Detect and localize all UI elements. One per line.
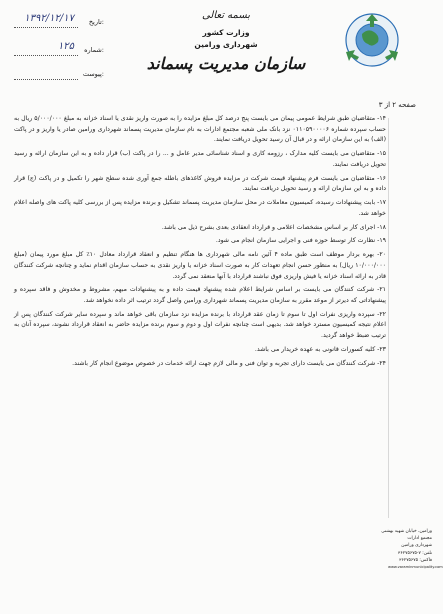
contact-sidebar (381, 528, 443, 571)
attachment-field (14, 68, 104, 80)
clause-20: ۲۰- بهره بردار موظف است طبق ماده ۴ آئین نامه مالی شهرداری ها هنگام تنظیم و انعقاد قرارداد معادل ۱۰٪ کل مبلغ مورد پیمان (مبلغ ۱۰/۰۰۰/۰۰۰ ریال) به منظور حسن انجام تعهدات کار به صورت اسناد خزانه یا واریز نقدی به حساب سازمان اقدام نماید و چنانچه شرکت کنندگان قادر به ارائه اسناد خزانه یا فیش واریزی فوق نباشند قرارداد با آنها منعقد نمی گردد. (14, 251, 386, 280)
letter-body (14, 114, 386, 373)
number-label: شماره: (84, 46, 104, 54)
date-field (14, 13, 104, 28)
recycling-globe-logo (336, 8, 408, 72)
clause-23: ۲۳- کلیه کسورات قانونی به عهده خریدار می باشد. (254, 345, 386, 353)
number-line (14, 55, 78, 56)
date-value: ۱۳۹۲/۱۲/۱۷ (24, 13, 74, 24)
organization-title: سازمان مدیریت پسماند (146, 54, 306, 73)
clause-14: ۱۴- متقاضیان طبق شرایط عمومی پیمان می بایست پنج درصد کل مبلغ مزایده را به صورت واریز نقدی یا اسناد خزانه به مبلغ ۵/۰۰۰/۰۰۰ ریال به حساب سپرده شماره ۰۱۱۰۵۹۰۰۰۰۶ نزد بانک ملی شعبه مجتمع ادارات به نام سازمان مدیریت پسماند شهرداری ورامین صادر یا واریز و در پاکت (الف) به این سازمان ارائه و در قبال آن رسید تحویل دریافت نمایند. (14, 115, 387, 144)
attachment-line (14, 79, 78, 80)
number-value: ۱۲۵ (57, 41, 74, 52)
clause-16: ۱۶- متقاضیان می بایست فرم پیشنهاد قیمت شرکت در مزایده فروش کاغذهای باطله جمع آوری شده سطح شهر را تکمیل و در پاکت (ج) قرار داده و به این سازمان ارائه و رسید تحویل دریافت نمایند. (14, 174, 386, 193)
phone-number: تلفن: ۷-۳۶۲۷۵۶۷۵ (398, 550, 432, 556)
date-label: تاریخ: (88, 18, 104, 26)
clause-19: ۱۹- نظارت کار توسط حوزه فنی و اجرایی سازمان انجام می شود. (215, 237, 386, 245)
address-line-2: مجتمع ادارات (407, 536, 432, 542)
website-link[interactable]: www.varaminmunicipality.com (388, 565, 443, 570)
clause-17: ۱۷- بابت پیشنهادات رسیده، کمیسیون معاملات در محل سازمان مدیریت پسماند تشکیل و برنده مزایده پس از بررسی کلیه پاکت های واصله اعلام خواهد شد. (14, 199, 386, 217)
fax-number: فاکس: ۳۶۲۷۵۶۷۵ (399, 557, 432, 563)
number-field (14, 41, 104, 56)
margin-rule (388, 118, 389, 518)
clause-18: ۱۸- اجرای کار بر اساس مشخصات اعلامی و قرارداد انعقادی بعدی بشرح ذیل می باشد. (161, 223, 386, 231)
address-line-1: ورامین، خیابان شهید بهشتی (381, 529, 432, 534)
clause-24: ۲۴- شرکت کنندگان می بایست دارای تجربه و توان فنی و مالی لازم جهت ارائه خدمات در خصوص موضوع انجام کار باشند. (72, 359, 386, 367)
clause-15: ۱۵- متقاضیان می بایست کلیه مدارک ، رزومه کاری و اسناد شناسائی مدیر عامل و ... را در پاکت (ب) قرار داده و به این سازمان ارائه و رسید تحویل دریافت نمایند. (14, 150, 386, 168)
clause-21: ۲۱- شرکت کنندگان می بایست بر اساس شرایط اعلام شده پیشنهاد قیمت داده و به پیشنهادات مبهم، مشروط و مخدوش و فاقد سپرده و پیشنهاداتی که دیرتر از موعد مقرر به سازمان مدیریت پسماند شهرداری ورامین واصل گردد ترتیب اثر داده نخواهد شد. (14, 286, 386, 304)
bismillah: بسمه تعالی (201, 10, 251, 21)
clause-22: ۲۲- سپرده واریزی نفرات اول تا سوم تا زمان عقد قرارداد با برنده مزایده نزد سازمان باقی خواهد ماند و سپرده سایر شرکت کنندگان پس از اعلام نتیجه کمیسیون مسترد خواهد شد. بدیهی است چنانچه نفرات اول و دوم و سوم برنده مزایده حاضر به انعقاد قرارداد نشوند، سپرده آنان به ترتیب ضبط خواهد گردید. (14, 310, 386, 340)
date-line (14, 27, 78, 28)
municipality-name: شهرداری ورامین (194, 40, 258, 49)
ministry-name: وزارت کشور (202, 28, 250, 37)
page-number: صفحه ۲ از ۳ (378, 101, 416, 109)
address-line-3: شهرداری ورامین (401, 543, 432, 549)
attachment-label: پیوست: (82, 70, 104, 78)
